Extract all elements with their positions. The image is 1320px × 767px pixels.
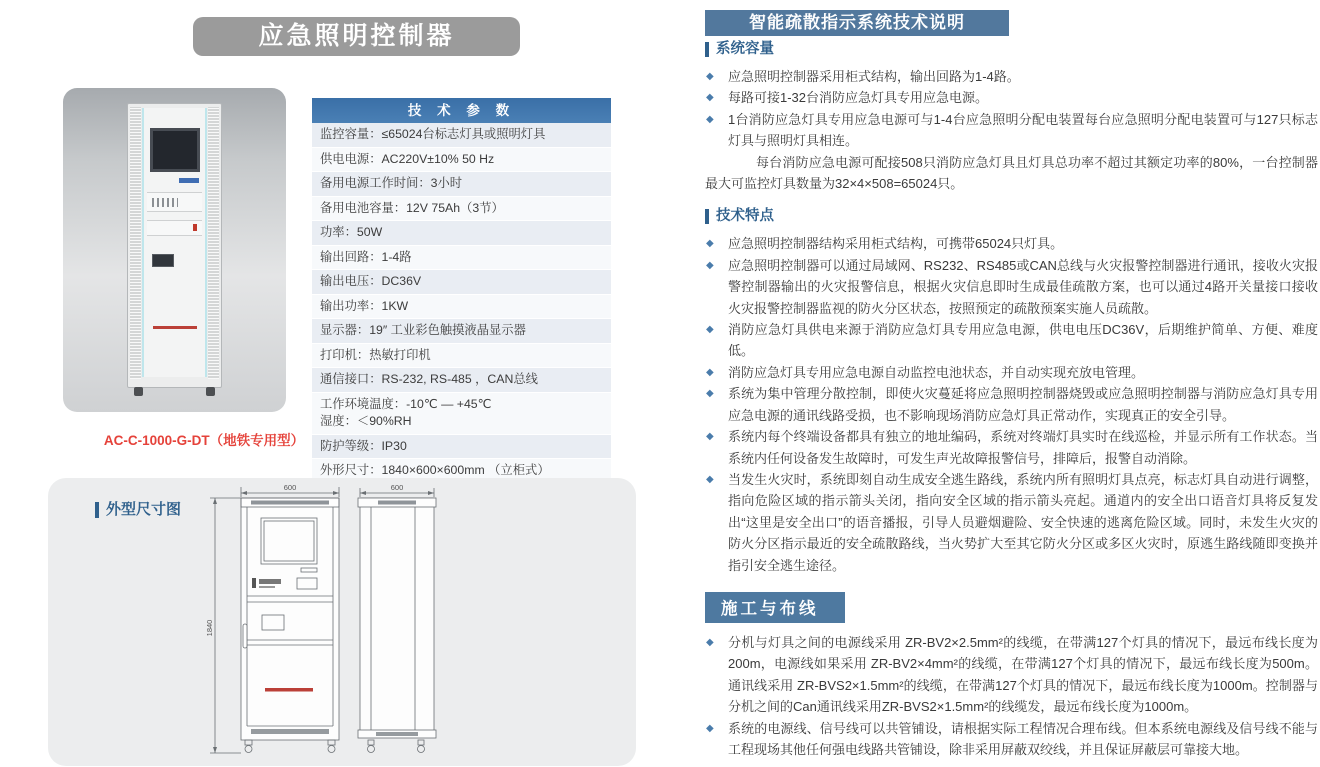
diamond-bullet-icon: ◆ xyxy=(706,636,714,648)
cabinet-photo-body xyxy=(127,103,222,388)
cabinet-control-panel xyxy=(147,192,202,212)
diamond-bullet-icon: ◆ xyxy=(706,324,714,336)
bullet-item xyxy=(705,362,1318,383)
section-heading: 技术特点 xyxy=(705,209,1318,224)
diamond-bullet-icon: ◆ xyxy=(706,259,714,271)
section-wiring xyxy=(705,576,1318,760)
bullet-text: 消防应急灯具供电来源于消防应急灯具专用应急电源，供电电压DC36V，后期维护简单、方便、难度低。 xyxy=(728,322,1318,359)
bullet-item xyxy=(705,255,1318,319)
spec-row xyxy=(312,123,611,148)
spec-line: 供电电源：AC220V±10% 50 Hz xyxy=(320,151,495,166)
section-capacity xyxy=(705,42,1318,194)
spec-line: 功率：50W xyxy=(320,225,383,239)
bullet-text: 1台消防应急灯具专用应急电源可与1-4台应急照明分配电装置每台应急照明分配电装置可与127只标志灯具与照明灯具相连。 xyxy=(728,111,1318,149)
bullet-item xyxy=(705,233,1318,254)
section-heading: 施工与布线 xyxy=(705,592,845,623)
diamond-bullet-icon: ◆ xyxy=(706,366,714,378)
diamond-bullet-icon: ◆ xyxy=(706,92,714,104)
spec-line: 输出电压：DC36V xyxy=(320,274,422,288)
paragraph: 每台消防应急电源可配接508只消防应急灯具且灯具总功率不超过其额定功率的80%，一台控制器最大可监控灯具数量为32×4×508=65024只。 xyxy=(705,154,1318,192)
cabinet-blue-label xyxy=(179,178,199,183)
tech-description-column xyxy=(705,10,1318,760)
spec-row xyxy=(312,148,611,173)
caster-wheel-icon xyxy=(134,387,143,396)
spec-line: 输出回路：1-4路 xyxy=(320,249,412,264)
diamond-bullet-icon: ◆ xyxy=(706,388,714,400)
bullet-text: 应急照明控制器结构采用柜式结构，可携带65024只灯具。 xyxy=(728,236,1064,252)
diamond-bullet-icon: ◆ xyxy=(706,71,714,82)
dimension-panel-heading: 外型尺寸图 xyxy=(95,502,181,518)
bullet-text: 消防应急灯具专用应急电源自动监控电池状态，并自动实现充放电管理。 xyxy=(728,364,1145,380)
side-width-dim-label: 600 xyxy=(390,483,404,492)
section-features xyxy=(705,209,1318,576)
cabinet-screen xyxy=(150,128,200,172)
bullet-item xyxy=(705,718,1318,761)
diamond-bullet-icon: ◆ xyxy=(706,113,714,125)
spec-row xyxy=(312,246,611,271)
bullet-item xyxy=(705,426,1318,469)
spec-line: 通信接口：RS-232, RS-485 ，CAN总线 xyxy=(320,372,538,386)
spec-table xyxy=(312,98,611,484)
cabinet-door-glass xyxy=(142,108,207,377)
spec-line: 输出功率：1KW xyxy=(320,298,409,313)
panel-buttons-icon xyxy=(152,198,178,207)
cabinet-small-display xyxy=(152,254,174,267)
cabinet-left-rail xyxy=(130,107,141,379)
bullet-text: 分机与灯具之间的电源线采用 ZR-BV2×2.5mm²的线缆，在带满127个灯具的情况下，最远布线长度为200m，电源线如果采用 ZR-BV2×4mm²的线缆，在带满127个灯具的情况下，最远布线长度为500m。通讯线采用 ZR-BVS2×1.5mm²的线缆，在带满127个灯具的情况下，最远布线长度为1000m。控制器与分机之间的Can通讯线采用ZR-BVS2×1.5mm²的线缆发，最远布线长度为1000m。 xyxy=(728,634,1318,715)
spec-row xyxy=(312,393,611,435)
spec-row xyxy=(312,172,611,197)
spec-row xyxy=(312,295,611,320)
spec-line: 显示器：19″ 工业彩色触摸液晶显示器 xyxy=(320,323,526,337)
bullet-item xyxy=(705,632,1318,718)
spec-row xyxy=(312,368,611,393)
bullet-item xyxy=(705,319,1318,362)
product-photo xyxy=(63,88,286,412)
spec-line: 备用电池容量：12V 75Ah（3节） xyxy=(320,200,504,215)
bullet-item xyxy=(705,469,1318,576)
section-heading: 系统容量 xyxy=(705,42,1318,57)
diamond-bullet-icon: ◆ xyxy=(706,238,714,250)
front-width-dim-label: 600 xyxy=(283,483,297,492)
diamond-bullet-icon: ◆ xyxy=(706,722,714,734)
diamond-bullet-icon: ◆ xyxy=(706,473,714,485)
spec-row xyxy=(312,435,611,460)
spec-row xyxy=(312,319,611,344)
spec-row xyxy=(312,197,611,222)
side-view-drawing xyxy=(348,482,443,763)
spec-line: 外形尺寸：1840×600×600mm （立柜式） xyxy=(320,463,550,477)
main-title-banner: 智能疏散指示系统技术说明 xyxy=(705,10,1009,36)
product-title-banner: 应急照明控制器 xyxy=(193,17,520,56)
spec-row xyxy=(312,221,611,246)
spec-line: 监控容量：≤65024台标志灯具或照明灯具 xyxy=(320,127,546,141)
cabinet-right-rail xyxy=(208,107,219,379)
cabinet-logo-mark xyxy=(153,326,197,329)
sections-container xyxy=(705,42,1318,760)
caster-wheel-icon xyxy=(206,387,215,396)
spec-line: 湿度：＜90%RH xyxy=(320,414,412,428)
bullet-item xyxy=(705,66,1318,87)
bullet-item xyxy=(705,109,1318,152)
diamond-bullet-icon: ◆ xyxy=(706,431,714,443)
bullet-text: 系统为集中管理分散控制，即使火灾蔓延将应急照明控制器烧毁或应急照明控制器与消防应急灯具专用应急电源的通讯线路受损，也不影响现场消防应急灯具正常动作，实现真正的安全引导。 xyxy=(728,386,1318,423)
bullet-item xyxy=(705,383,1318,426)
spec-row xyxy=(312,344,611,369)
spec-line: 工作环境温度：-10℃ — +45℃ xyxy=(320,396,492,411)
bullet-text: 系统内每个终端设备都具有独立的地址编码，系统对终端灯具实时在线巡检，并显示所有工作状态。当系统内任何设备发生故障时，可发生声光故障报警信号，排障后，报警自动消除。 xyxy=(728,429,1318,466)
front-height-dim-label: 1840 xyxy=(205,619,214,637)
bullet-text: 系统的电源线、信号线可以共管铺设，请根据实际工程情况合理布线。但本系统电源线及信号线不能与工程现场其他任何强电线路共管铺设，除非采用屏蔽双绞线，并且保证屏蔽层可靠接大地。 xyxy=(728,720,1318,757)
spec-line: 防护等级：IP30 xyxy=(320,438,407,453)
spec-line: 备用电源工作时间：3小时 xyxy=(320,176,463,190)
panel-indicator-icon xyxy=(193,224,197,231)
bullet-item xyxy=(705,87,1318,108)
model-label: AC-C-1000-G-DT（地铁专用型） xyxy=(103,433,305,448)
bullet-text: 应急照明控制器可以通过局域网、RS232、RS485或CAN总线与火灾报警控制器进行通讯，接收火灾报警控制器输出的火灾报警信息，根据火灾信息即时生成最佳疏散方案，也可以通过4路开关量接口接收火灾报警控制器监视的防火分区状态，按照预定的疏散预案实施人员疏散。 xyxy=(728,257,1318,316)
spec-row xyxy=(312,270,611,295)
bullet-text: 当发生火灾时，系统即刻自动生成安全逃生路线，系统内所有照明灯具点亮，标志灯具自动进行调整，指向危险区域的指示箭头关闭，指向安全区域的指示箭头亮起。通道内的安全出口语音灯具将反复发出“这里是安全出口”的语音播报，引导人员避烟避险、安全快速的逃离危险区域。同时，未发生火灾的防火分区指示最近的安全疏散路线，当火势扩大至其它防火分区或多区火灾时，原逃生路线随即变换并指引安全逃生途径。 xyxy=(728,471,1318,573)
spec-line: 打印机：热敏打印机 xyxy=(320,347,431,362)
spec-table-header: 技 术 参 数 xyxy=(312,98,611,123)
spec-rows xyxy=(312,123,611,484)
bullet-text: 应急照明控制器采用柜式结构，输出回路为1-4路。 xyxy=(728,69,1020,84)
dimension-panel xyxy=(48,478,636,766)
bullet-text: 每路可接1-32台消防应急灯具专用应急电源。 xyxy=(728,90,989,106)
front-view-drawing xyxy=(205,482,345,763)
